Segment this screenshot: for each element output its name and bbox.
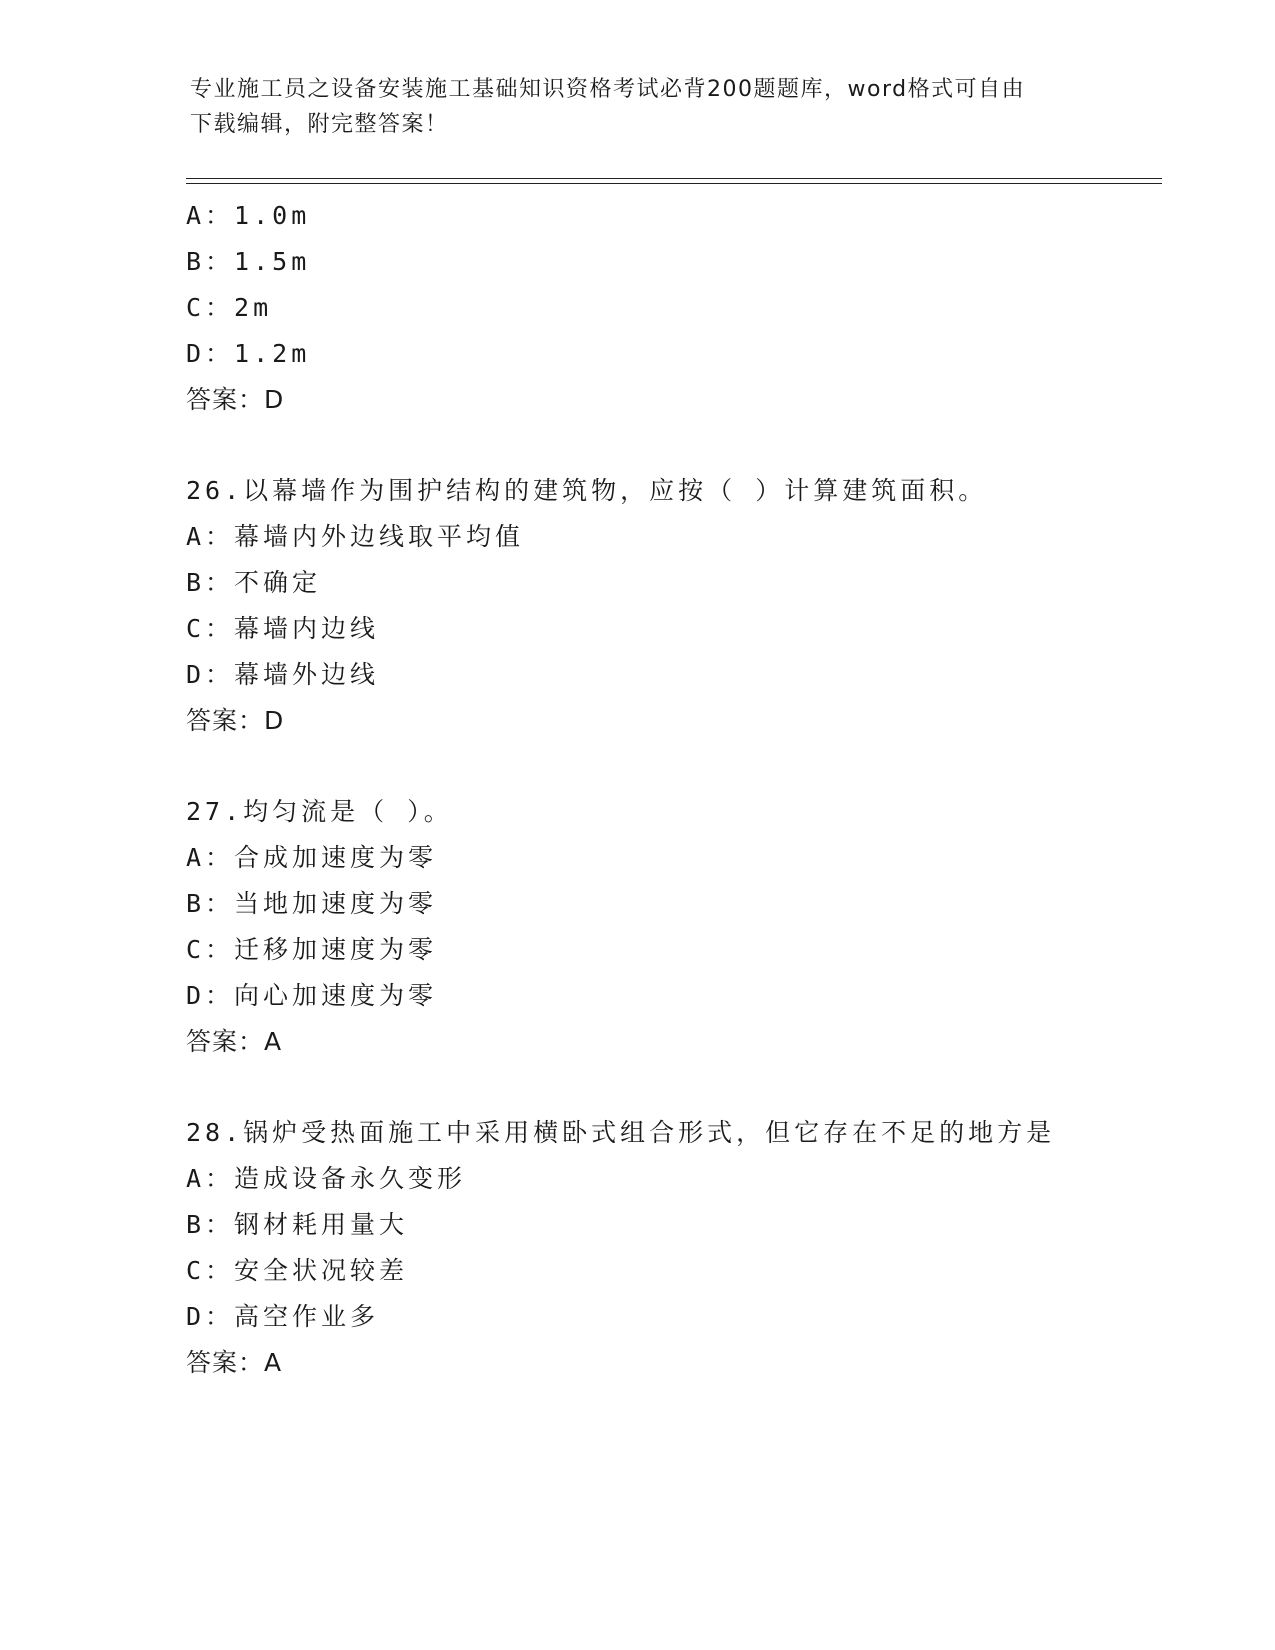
question-text: 27.均匀流是（ ）。 [186, 797, 453, 826]
option-b: B：不确定 [186, 568, 322, 597]
answer: 答案：D [186, 706, 285, 735]
document-header [190, 72, 1090, 142]
question-text: 26.以幕墙作为围护结构的建筑物，应按（ ）计算建筑面积。 [186, 476, 988, 505]
answer: 答案：D [186, 385, 285, 414]
option-c: C：迁移加速度为零 [186, 935, 438, 964]
question-27 [186, 789, 1146, 1065]
header-line-2: 下载编辑，附完整答案！ [190, 112, 449, 137]
header-divider-top [186, 178, 1162, 179]
option-a: A：造成设备永久变形 [186, 1164, 467, 1193]
option-b: B：1.5m [186, 247, 311, 276]
option-a: A：合成加速度为零 [186, 843, 438, 872]
option-c: C：2m [186, 293, 273, 322]
option-b: B：当地加速度为零 [186, 889, 438, 918]
option-d: D：高空作业多 [186, 1302, 380, 1331]
header-line-1: 专业施工员之设备安装施工基础知识资格考试必背200题题库，word格式可自由 [190, 77, 1026, 102]
question-list [186, 193, 1146, 1386]
answer: 答案：A [186, 1348, 283, 1377]
question-26 [186, 468, 1146, 744]
option-d: D：幕墙外边线 [186, 660, 380, 689]
option-b: B：钢材耗用量大 [186, 1210, 409, 1239]
option-a: A：幕墙内外边线取平均值 [186, 522, 525, 551]
option-d: D：向心加速度为零 [186, 981, 438, 1010]
option-a: A：1.0m [186, 201, 311, 230]
question-text: 28.锅炉受热面施工中采用横卧式组合形式，但它存在不足的地方是 [186, 1118, 1056, 1147]
question-28 [186, 1110, 1146, 1386]
option-c: C：幕墙内边线 [186, 614, 380, 643]
header-divider-bottom [186, 183, 1162, 184]
question-25 [186, 193, 1146, 423]
option-c: C：安全状况较差 [186, 1256, 409, 1285]
option-d: D：1.2m [186, 339, 311, 368]
answer: 答案：A [186, 1027, 283, 1056]
